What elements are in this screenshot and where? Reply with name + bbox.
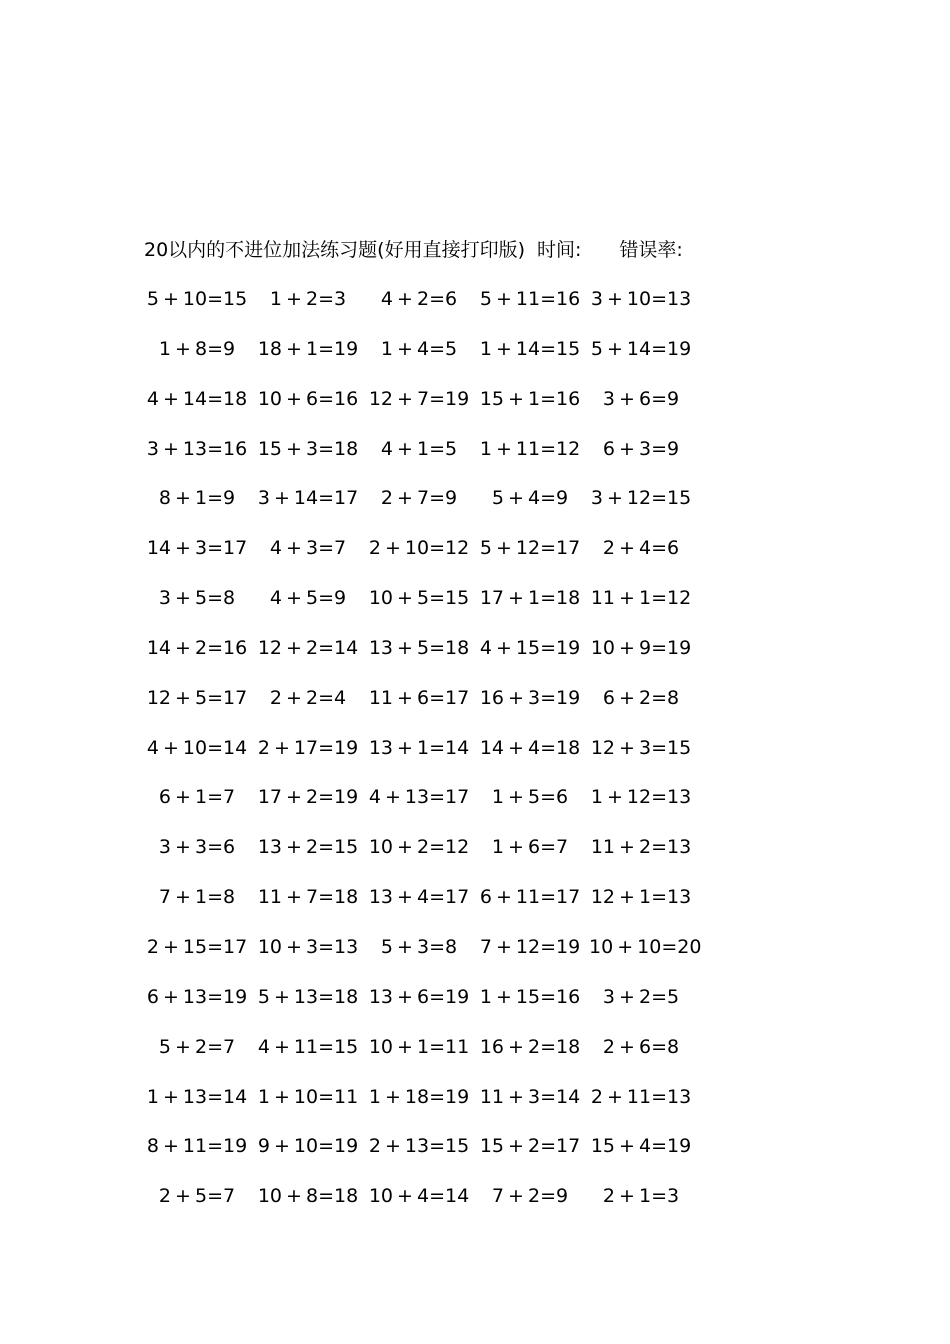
problem-equation: 15 + 4=19 (590, 1135, 692, 1158)
problem-equation: 11 + 1=12 (590, 587, 692, 610)
problem-equation: 15 + 1=16 (479, 387, 581, 410)
problem-equation: 3 + 12=15 (590, 487, 692, 510)
problem-equation: 1 + 15=16 (479, 985, 581, 1008)
problem-equation: 7 + 1=8 (158, 886, 236, 909)
problem-row (0, 1183, 950, 1233)
worksheet-header (144, 236, 683, 264)
problem-equation: 15 + 2=17 (479, 1135, 581, 1158)
problem-equation: 1 + 13=14 (146, 1085, 248, 1108)
problem-row (0, 386, 950, 436)
problem-equation: 5 + 14=19 (590, 337, 692, 360)
problem-equation: 4 + 11=15 (257, 1035, 359, 1058)
problem-equation: 13 + 4=17 (368, 886, 470, 909)
problem-equation: 12 + 1=13 (590, 886, 692, 909)
problem-grid (0, 286, 950, 1233)
problem-equation: 14 + 4=18 (479, 736, 581, 759)
problem-equation: 3 + 6=9 (602, 387, 680, 410)
problem-equation: 8 + 1=9 (158, 487, 236, 510)
problem-equation: 2 + 15=17 (146, 935, 248, 958)
problem-equation: 10 + 10=20 (589, 935, 702, 958)
problem-equation: 12 + 2=14 (257, 636, 359, 659)
problem-equation: 11 + 7=18 (257, 886, 359, 909)
problem-equation: 3 + 3=6 (158, 836, 236, 859)
problem-equation: 6 + 11=17 (479, 886, 581, 909)
problem-equation: 4 + 1=5 (380, 437, 458, 460)
problem-equation: 7 + 2=9 (491, 1185, 569, 1208)
problem-equation: 6 + 3=9 (602, 437, 680, 460)
problem-row (0, 1133, 950, 1183)
problem-equation: 11 + 2=13 (590, 836, 692, 859)
problem-equation: 1 + 8=9 (158, 337, 236, 360)
problem-equation: 5 + 2=7 (158, 1035, 236, 1058)
problem-equation: 5 + 11=16 (479, 288, 581, 310)
problem-row (0, 485, 950, 535)
problem-equation: 6 + 1=7 (158, 786, 236, 809)
problem-row (0, 934, 950, 984)
problem-row (0, 834, 950, 884)
problem-row (0, 436, 950, 486)
problem-equation: 17 + 2=19 (257, 786, 359, 809)
problem-equation: 16 + 3=19 (479, 686, 581, 709)
problem-equation: 1 + 14=15 (479, 337, 581, 360)
problem-equation: 2 + 6=8 (602, 1035, 680, 1058)
problem-equation: 3 + 10=13 (590, 288, 692, 310)
problem-equation: 5 + 12=17 (479, 537, 581, 560)
problem-equation: 10 + 8=18 (257, 1185, 359, 1208)
problem-equation: 13 + 2=15 (257, 836, 359, 859)
problem-row (0, 784, 950, 834)
problem-equation: 2 + 1=3 (602, 1185, 680, 1208)
problem-equation: 8 + 11=19 (146, 1135, 248, 1158)
problem-equation: 12 + 5=17 (146, 686, 248, 709)
time-label: 时间: (537, 239, 582, 261)
problem-equation: 2 + 11=13 (590, 1085, 692, 1108)
problem-equation: 16 + 2=18 (479, 1035, 581, 1058)
problem-equation: 2 + 4=6 (602, 537, 680, 560)
problem-equation: 1 + 6=7 (491, 836, 569, 859)
problem-equation: 1 + 5=6 (491, 786, 569, 809)
problem-equation: 11 + 6=17 (368, 686, 470, 709)
problem-equation: 4 + 5=9 (269, 587, 347, 610)
problem-equation: 1 + 10=11 (257, 1085, 359, 1108)
problem-equation: 5 + 4=9 (491, 487, 569, 510)
problem-equation: 4 + 14=18 (146, 387, 248, 410)
problem-equation: 5 + 10=15 (146, 288, 248, 310)
problem-equation: 4 + 3=7 (269, 537, 347, 560)
problem-equation: 5 + 13=18 (257, 985, 359, 1008)
problem-equation: 6 + 13=19 (146, 985, 248, 1008)
problem-equation: 2 + 2=4 (269, 686, 347, 709)
problem-equation: 12 + 3=15 (590, 736, 692, 759)
problem-equation: 13 + 1=14 (368, 736, 470, 759)
problem-equation: 2 + 17=19 (257, 736, 359, 759)
problem-equation: 10 + 5=15 (368, 587, 470, 610)
problem-equation: 13 + 5=18 (368, 636, 470, 659)
problem-equation: 2 + 5=7 (158, 1185, 236, 1208)
problem-row (0, 535, 950, 585)
problem-equation: 18 + 1=19 (257, 337, 359, 360)
problem-equation: 7 + 12=19 (479, 935, 581, 958)
problem-equation: 2 + 7=9 (380, 487, 458, 510)
problem-equation: 2 + 10=12 (368, 537, 470, 560)
problem-equation: 9 + 10=19 (257, 1135, 359, 1158)
problem-equation: 10 + 6=16 (257, 387, 359, 410)
problem-equation: 13 + 6=19 (368, 985, 470, 1008)
problem-row (0, 286, 950, 336)
problem-equation: 15 + 3=18 (257, 437, 359, 460)
problem-equation: 1 + 18=19 (368, 1085, 470, 1108)
problem-equation: 12 + 7=19 (368, 387, 470, 410)
problem-equation: 14 + 3=17 (146, 537, 248, 560)
problem-equation: 6 + 2=8 (602, 686, 680, 709)
problem-equation: 3 + 13=16 (146, 437, 248, 460)
problem-equation: 1 + 12=13 (590, 786, 692, 809)
problem-row (0, 884, 950, 934)
problem-equation: 10 + 1=11 (368, 1035, 470, 1058)
problem-equation: 4 + 10=14 (146, 736, 248, 759)
problem-equation: 1 + 4=5 (380, 337, 458, 360)
error-rate-label: 错误率: (619, 239, 683, 261)
problem-equation: 1 + 2=3 (269, 288, 347, 310)
problem-equation: 10 + 3=13 (257, 935, 359, 958)
problem-row (0, 984, 950, 1034)
problem-row (0, 735, 950, 785)
worksheet-title: 20以内的不进位加法练习题(好用直接打印版) (144, 239, 526, 261)
problem-equation: 5 + 3=8 (380, 935, 458, 958)
problem-row (0, 685, 950, 735)
problem-row (0, 1084, 950, 1134)
problem-row (0, 585, 950, 635)
problem-row (0, 1034, 950, 1084)
problem-equation: 3 + 2=5 (602, 985, 680, 1008)
problem-equation: 14 + 2=16 (146, 636, 248, 659)
problem-equation: 4 + 2=6 (380, 288, 458, 310)
problem-equation: 1 + 11=12 (479, 437, 581, 460)
problem-equation: 4 + 13=17 (368, 786, 470, 809)
problem-equation: 3 + 14=17 (257, 487, 359, 510)
problem-equation: 3 + 5=8 (158, 587, 236, 610)
problem-equation: 2 + 13=15 (368, 1135, 470, 1158)
problem-equation: 11 + 3=14 (479, 1085, 581, 1108)
problem-equation: 10 + 9=19 (590, 636, 692, 659)
problem-equation: 10 + 2=12 (368, 836, 470, 859)
problem-equation: 10 + 4=14 (368, 1185, 470, 1208)
problem-equation: 17 + 1=18 (479, 587, 581, 610)
problem-row (0, 635, 950, 685)
problem-row (0, 336, 950, 386)
problem-equation: 4 + 15=19 (479, 636, 581, 659)
